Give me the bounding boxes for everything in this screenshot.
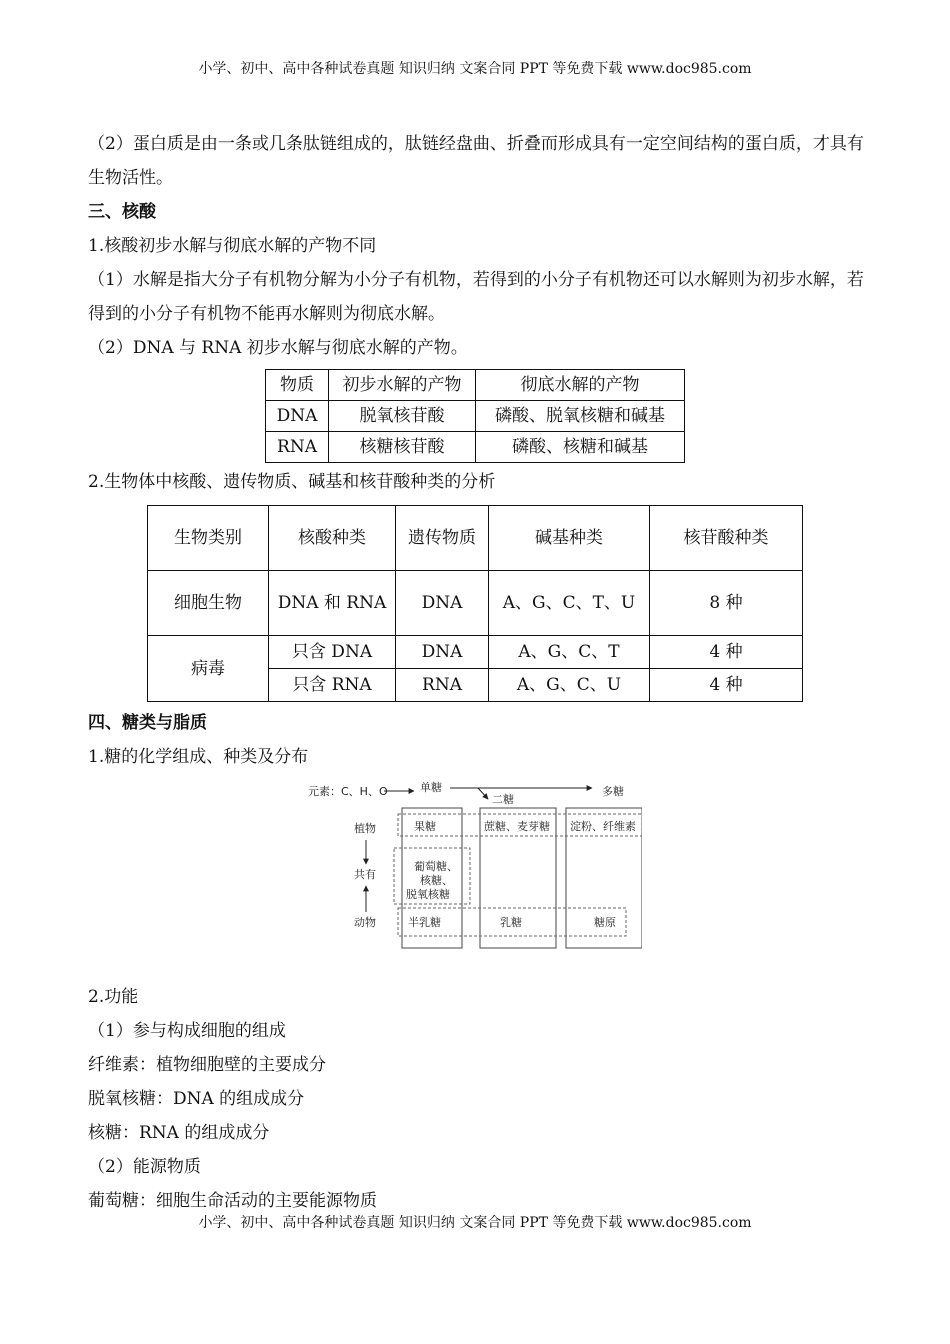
page-header: 小学、初中、高中各种试卷真题 知识归纳 文案合同 PPT 等免费下载 www.doc985.com — [198, 61, 752, 77]
table-row — [148, 636, 803, 669]
common-label: 共有 — [354, 868, 376, 881]
mono-label: 单糖 — [420, 781, 442, 794]
table-cell: 磷酸、脱氧核糖和碱基 — [476, 401, 685, 432]
table-cell: 4 种 — [650, 669, 803, 702]
document-body — [88, 127, 868, 1218]
common-sugar-2: 核糖、 — [420, 874, 453, 887]
table-header-cell: 碱基种类 — [489, 506, 650, 571]
organism-nucleic-acid-table — [147, 505, 803, 702]
table-cell: 病毒 — [148, 636, 269, 702]
table-row — [148, 571, 803, 636]
table-cell: RNA — [396, 669, 489, 702]
section-heading-sugars-lipids: 四、糖类与脂质 — [88, 713, 207, 733]
table-header-cell: 核酸种类 — [269, 506, 396, 571]
table-row — [266, 401, 685, 432]
elements-label: 元素：C、H、O — [308, 785, 388, 798]
table-header-cell: 初步水解的产物 — [329, 370, 476, 401]
starch-label: 淀粉、纤维素 — [570, 820, 636, 833]
glycogen-label: 糖原 — [594, 916, 616, 929]
table-cell: RNA — [266, 432, 329, 463]
subsection-heading: 2.功能 — [88, 987, 139, 1007]
di-label: 二糖 — [492, 793, 514, 806]
function-item: 核糖：RNA 的组成成分 — [88, 1123, 270, 1143]
table-cell: 只含 DNA — [269, 636, 396, 669]
section-heading-nucleic-acid: 三、核酸 — [88, 202, 156, 222]
table-cell: 只含 RNA — [269, 669, 396, 702]
common-sugar-1: 葡萄糖、 — [414, 860, 458, 873]
table-cell: DNA — [396, 571, 489, 636]
hydrolysis-paragraph: （1）水解是指大分子有机物分解为小分子有机物，若得到的小分子有机物还可以水解则为初步水解，若得到的小分子有机物不能再水解则为彻底水解。 — [88, 270, 864, 324]
function-item: 葡萄糖：细胞生命活动的主要能源物质 — [88, 1191, 377, 1211]
function-item: （2）能源物质 — [88, 1157, 201, 1177]
fructose-label: 果糖 — [414, 820, 436, 833]
page-footer: 小学、初中、高中各种试卷真题 知识归纳 文案合同 PPT 等免费下载 www.doc985.com — [198, 1215, 752, 1231]
sugar-distribution-diagram — [302, 780, 642, 958]
table-header-cell: 生物类别 — [148, 506, 269, 571]
table-cell: A、G、C、T、U — [489, 571, 650, 636]
galactose-label: 半乳糖 — [408, 916, 441, 929]
plant-label: 植物 — [354, 822, 376, 835]
table-cell: 4 种 — [650, 636, 803, 669]
table-cell: 核糖核苷酸 — [329, 432, 476, 463]
table-cell: A、G、C、U — [489, 669, 650, 702]
dna-rna-paragraph: （2）DNA 与 RNA 初步水解与彻底水解的产物。 — [88, 338, 468, 358]
common-sugar-3: 脱氧核糖 — [406, 888, 450, 901]
table-cell: DNA — [266, 401, 329, 432]
table-header-cell: 遗传物质 — [396, 506, 489, 571]
table-row — [266, 432, 685, 463]
table-header-row — [148, 506, 803, 571]
hydrolysis-table — [265, 369, 685, 463]
subsection-heading: 2.生物体中核酸、遗传物质、碱基和核苷酸种类的分析 — [88, 472, 496, 492]
function-item: 纤维素：植物细胞壁的主要成分 — [88, 1055, 326, 1075]
table-header-cell: 物质 — [266, 370, 329, 401]
table-cell: 8 种 — [650, 571, 803, 636]
table-header-cell: 彻底水解的产物 — [476, 370, 685, 401]
animal-label: 动物 — [354, 916, 376, 929]
table-cell: 细胞生物 — [148, 571, 269, 636]
table-header-row — [266, 370, 685, 401]
table-cell: 磷酸、核糖和碱基 — [476, 432, 685, 463]
table-cell: DNA — [396, 636, 489, 669]
function-item: 脱氧核糖：DNA 的组成成分 — [88, 1089, 305, 1109]
subsection-heading: 1.糖的化学组成、种类及分布 — [88, 747, 309, 767]
table-cell: A、G、C、T — [489, 636, 650, 669]
function-item: （1）参与构成细胞的组成 — [88, 1021, 286, 1041]
table-header-cell: 核苷酸种类 — [650, 506, 803, 571]
arrow-mono-to-di — [478, 788, 488, 799]
protein-paragraph: （2）蛋白质是由一条或几条肽链组成的，肽链经盘曲、折叠而形成具有一定空间结构的蛋白质，才具有生物活性。 — [88, 134, 864, 188]
table-cell: DNA 和 RNA — [269, 571, 396, 636]
lactose-label: 乳糖 — [500, 916, 522, 929]
sucrose-label: 蔗糖、麦芽糖 — [484, 820, 550, 833]
table-cell: 脱氧核苷酸 — [329, 401, 476, 432]
poly-label: 多糖 — [602, 785, 624, 798]
subsection-heading: 1.核酸初步水解与彻底水解的产物不同 — [88, 236, 377, 256]
